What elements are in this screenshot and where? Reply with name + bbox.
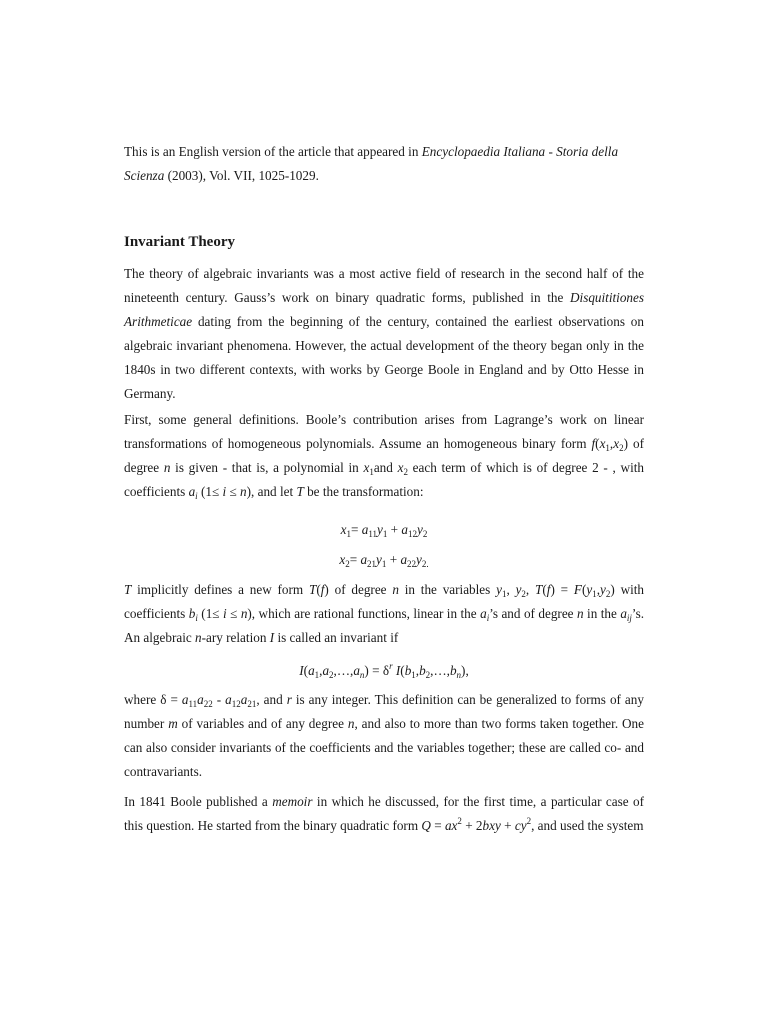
text: The theory of algebraic invariants was a most active field of research in the second half of the nineteenth century. Gauss’s work on binary quadratic forms, published in the bbox=[124, 266, 644, 305]
text: and bbox=[373, 460, 398, 475]
text: each term of which is of degree 2 - , with coefficients bbox=[124, 460, 645, 499]
paragraph-boole: In 1841 Boole published a memoir in which he discussed, for the first time, a particular case of this question. He started from the binary quadratic form $Q = ax^2 + 2bxy + cy^2$, and used the system bbox=[124, 794, 645, 833]
text: of degree bbox=[124, 436, 644, 475]
intro-paragraph bbox=[124, 140, 644, 188]
text: of degree bbox=[328, 582, 393, 597]
text: First, some general definitions. Boole’s contribution arises from Lagrange’s work on linear transformations of homogeneous polynomials. Assume an homogeneous binary form bbox=[124, 412, 644, 451]
text: , and used the system bbox=[531, 818, 644, 833]
text: (1≤ bbox=[197, 606, 223, 621]
text: is called an invariant if bbox=[274, 630, 399, 645]
text: in the bbox=[583, 606, 621, 621]
equation-invariant: $I(a_1,a_2,\dots,a_n) = \delta^r$ $I(b_1,b_2,\dots,b_n)$, bbox=[299, 661, 469, 680]
book-title: Disquititiones Arithmeticae bbox=[124, 290, 644, 329]
intro-citation: (2003), Vol. VII, 1025-1029. bbox=[164, 168, 319, 183]
text: with coefficients bbox=[124, 582, 645, 621]
text: dating from the beginning of the century, contained the earliest observations on algebraic invariant phenomena. However, the actual development of the theory began only in the 1840s in two different contexts, with works by George Boole in England and by Otto Hesse in Germany. bbox=[124, 314, 644, 401]
text: ≤ bbox=[226, 484, 241, 499]
text: ), and let bbox=[246, 484, 297, 499]
text: of variables and of any degree bbox=[177, 716, 348, 731]
text: is given - that is, a polynomial in bbox=[170, 460, 364, 475]
memoir-word: memoir bbox=[272, 794, 313, 809]
text: In 1841 Boole published a bbox=[124, 794, 273, 809]
intro-text: This is an English version of the article that appeared in bbox=[124, 144, 422, 159]
section-heading: Invariant Theory bbox=[124, 234, 235, 250]
text: where δ = bbox=[124, 692, 182, 707]
text: ’s and of degree bbox=[489, 606, 577, 621]
text: -ary relation bbox=[201, 630, 270, 645]
text: in the variables bbox=[398, 582, 497, 597]
text: , and also to more than two forms taken together. One can also consider invariants of the coefficients and the variables together; these are called co- and contravariants. bbox=[124, 716, 644, 779]
text: ), which are rational functions, linear in the bbox=[247, 606, 481, 621]
paragraph-history bbox=[124, 262, 644, 406]
text: (1≤ bbox=[197, 484, 223, 499]
text: is any integer. This definition can be generalized to forms of any number bbox=[124, 692, 644, 731]
text: ≤ bbox=[226, 606, 241, 621]
journal-title: Encyclopaedia Italiana - Storia della Scienza bbox=[124, 144, 619, 183]
text: ), bbox=[461, 663, 469, 678]
paragraph-transformation: T implicitly defines a new form T(f) of degree n in the variables $y_1$, $y_2$, $T(f) = F(y_1,y_2)$ with coefficients $b_i$ (1≤ i ≤ n), which are rational functions, linear in the $a_i’s$ and of degree n in the $a_{ij}’s$. An algebraic n-ary relation I is called an invariant if bbox=[124, 582, 645, 645]
paragraph-generalization: where $\delta = a_{11}a_{22} - a_{12}a_{21}$, and r is any integer. This definition can be generalized to forms of any number m of variables and of any degree n, and also to more than two forms taken together. One can also consider invariants of the coefficients and the variables together; these are called co- and contravariants. bbox=[124, 692, 644, 779]
text: , and bbox=[256, 692, 287, 707]
text: in which he discussed, for the first time, a particular case of this question. He started from the binary quadratic form bbox=[124, 794, 645, 833]
text: ’s. An algebraic bbox=[124, 606, 645, 645]
text: implicitly defines a new form bbox=[131, 582, 309, 597]
equation-1: $x_1= a_{11}y_1 + a_{12}y_2$ bbox=[340, 522, 428, 539]
equation-2: $x_2= a_{21}y_1 + a_{22}y_{2.}$ bbox=[339, 552, 429, 569]
paragraph-definitions: First, some general definitions. Boole’s contribution arises from Lagrange’s work on linear transformations of homogeneous polynomials. Assume an homogeneous binary form $f(x_1,x_2)$ of degree n is given - that is, a polynomial in $x_1and$ $x_2$ each term of which is of degree 2 - , with coefficients $a_i$ (1≤ i ≤ n), and let T be the transformation: bbox=[124, 412, 645, 501]
text: be the transformation: bbox=[303, 484, 424, 499]
